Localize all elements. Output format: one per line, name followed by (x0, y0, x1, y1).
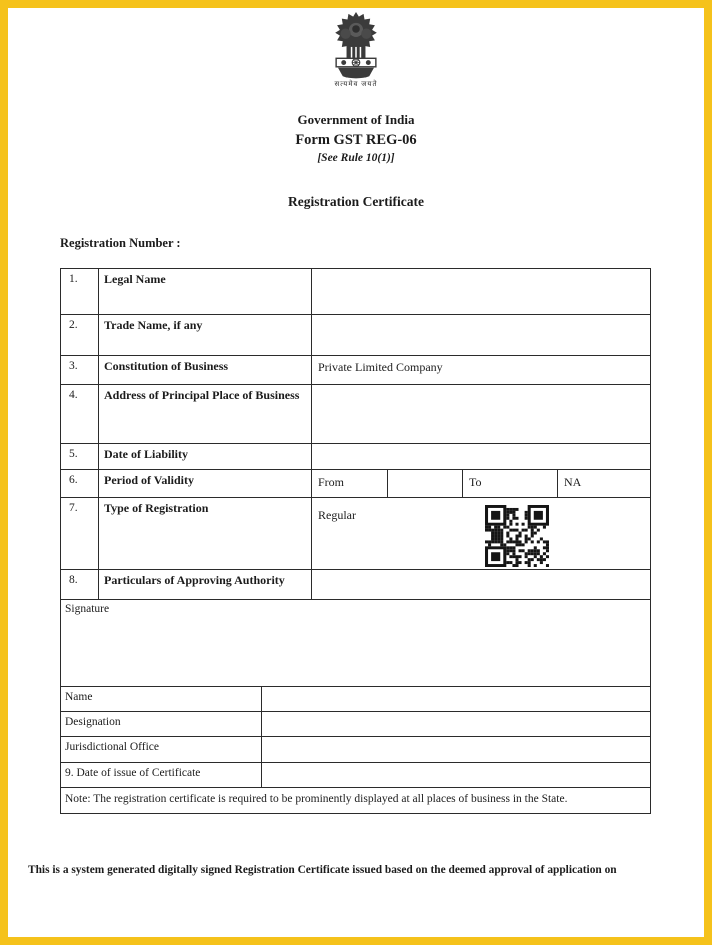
row-label: Jurisdictional Office (65, 741, 159, 753)
row-value (311, 385, 650, 443)
row-label: Name (65, 691, 93, 703)
table-row-principal-address (61, 384, 650, 443)
row-label: Constitution of Business (98, 356, 311, 384)
row-number: 7. (69, 502, 78, 514)
certificate-title: Registration Certificate (287, 194, 425, 209)
row-value (311, 315, 650, 355)
row-number: 4. (69, 389, 78, 401)
row-label: Date of Liability (98, 444, 311, 469)
table-row-designation (61, 711, 650, 736)
row-number: 2. (69, 319, 78, 331)
row-label: Period of Validity (98, 470, 311, 497)
row-number: 3. (69, 360, 78, 372)
validity-cells (311, 470, 650, 497)
table-row-period-of-validity (61, 469, 650, 497)
registration-type-value: Regular (318, 508, 356, 522)
table-row-trade-name (61, 314, 650, 355)
note-text: Note: The registration certificate is required to be prominently displayed at all places of business in the State. (61, 787, 650, 813)
row-label: 9. Date of issue of Certificate (65, 767, 201, 779)
government-title: Government of India (297, 112, 415, 127)
row-number: 1. (69, 273, 78, 285)
rule-reference: [See Rule 10(1)] (317, 152, 395, 164)
validity-to-label: To (462, 470, 557, 497)
row-value (311, 444, 650, 469)
validity-from-value (387, 470, 462, 497)
table-row-jurisdictional-office (61, 736, 650, 762)
emblem-motto: सत्यमेव जयते (334, 80, 378, 88)
row-value: Private Limited Company (311, 356, 650, 384)
row-value (311, 570, 650, 599)
row-label: Particulars of Approving Authority (98, 570, 311, 599)
table-row-approving-authority (61, 569, 650, 599)
row-number: 5. (69, 448, 78, 460)
row-label: Designation (65, 716, 121, 728)
row-value (261, 687, 650, 711)
validity-na-value: NA (557, 470, 650, 497)
row-value (311, 269, 650, 314)
row-label: Address of Principal Place of Business (98, 385, 311, 443)
row-value (311, 498, 650, 569)
table-row-legal-name (61, 269, 650, 314)
row-value (261, 737, 650, 762)
row-label: Legal Name (98, 269, 311, 314)
certificate-table (60, 268, 651, 814)
row-number: 8. (69, 574, 78, 586)
table-row-type-of-registration (61, 497, 650, 569)
row-label: Trade Name, if any (98, 315, 311, 355)
table-row-date-of-issue (61, 762, 650, 787)
signature-area (61, 599, 650, 686)
row-value (261, 712, 650, 736)
emblem-of-india-icon (321, 11, 391, 81)
row-label: Type of Registration (98, 498, 311, 569)
registration-number-label: Registration Number : (60, 236, 181, 250)
table-row-date-of-liability (61, 443, 650, 469)
form-title: Form GST REG-06 (295, 132, 417, 148)
table-row-name (61, 686, 650, 711)
signature-label: Signature (65, 603, 110, 615)
qr-code (485, 505, 549, 567)
row-value (261, 763, 650, 787)
row-number: 6. (69, 474, 78, 486)
validity-from-label: From (318, 475, 345, 489)
system-generated-disclaimer: This is a system generated digitally signed Registration Certificate issued based on the deemed approval of application on (28, 864, 617, 876)
table-row-constitution (61, 355, 650, 384)
